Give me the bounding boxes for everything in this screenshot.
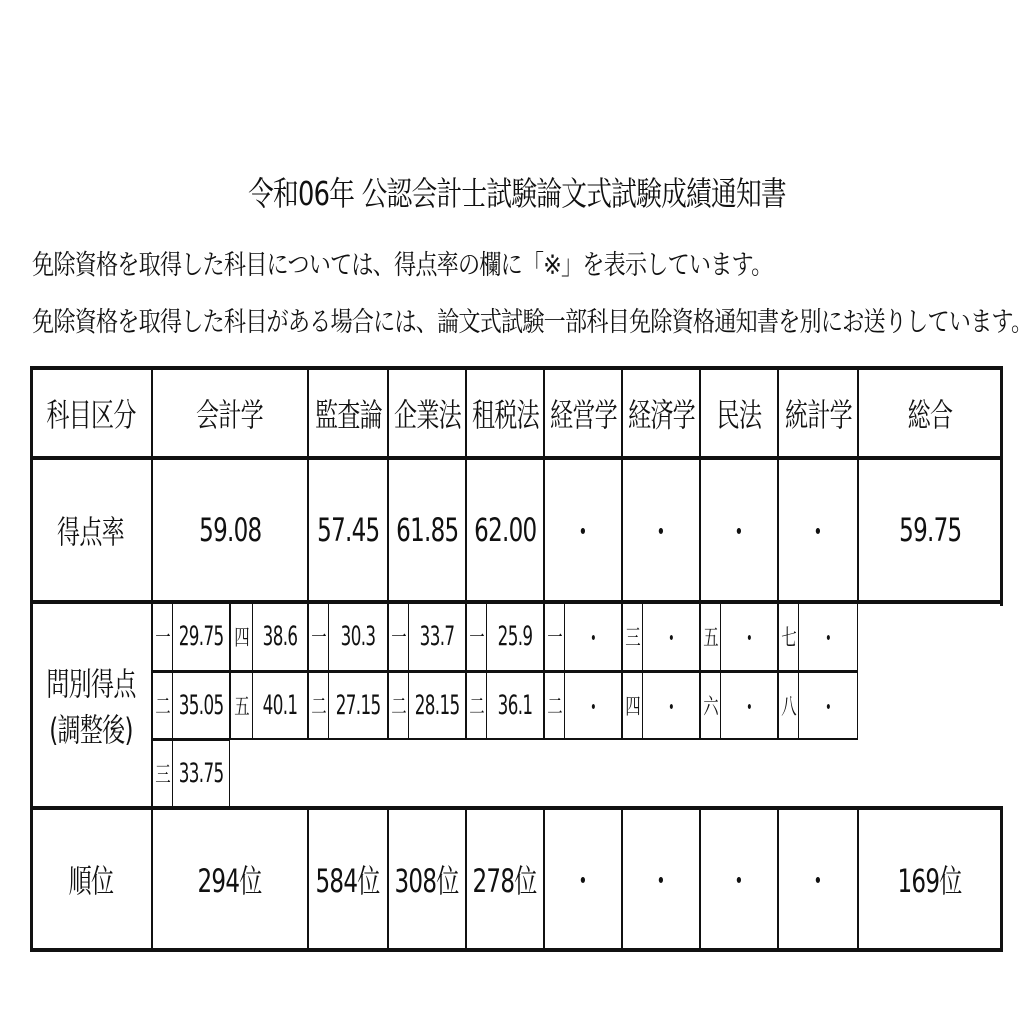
- subject-header-text: 統計学: [784, 396, 852, 434]
- question-score-text: 35.05: [178, 690, 224, 721]
- question-score: [408, 672, 466, 740]
- score-rate-text: 61.85: [395, 511, 459, 549]
- question-number: [466, 672, 486, 740]
- question-score: [798, 672, 858, 740]
- question-score-text: ・: [662, 693, 680, 724]
- row-header-rank: [30, 808, 152, 950]
- question-number-text: 二: [546, 695, 563, 720]
- question-number-text: 一: [310, 626, 327, 651]
- subject-header-text: 租税法: [471, 396, 539, 434]
- rank-value: [700, 808, 778, 950]
- table-right-rule-lower: [1000, 806, 1003, 952]
- subject-header: [152, 368, 308, 458]
- score-rate-text: 62.00: [473, 511, 537, 549]
- row-header-question-scores: [30, 602, 152, 808]
- rank-value: [466, 808, 544, 950]
- question-number-text: 二: [154, 695, 171, 720]
- rank-value-text: 169位: [897, 862, 963, 900]
- rank-value: [388, 808, 466, 950]
- question-score-text: ・: [819, 624, 837, 655]
- question-number-text: 五: [702, 626, 719, 651]
- question-number-text: 一: [154, 626, 171, 651]
- question-number: [230, 672, 252, 740]
- subject-header-text: 経営学: [549, 396, 617, 434]
- subject-header: [544, 368, 622, 458]
- question-number: [230, 602, 252, 672]
- subject-header-text: 経済学: [627, 396, 695, 434]
- rank-value: [544, 808, 622, 950]
- question-number-text: 四: [624, 695, 641, 720]
- question-score: [328, 672, 388, 740]
- question-number-text: 一: [468, 626, 485, 651]
- question-score-text: ・: [740, 624, 758, 655]
- question-score: [172, 672, 230, 740]
- question-score: [564, 602, 622, 672]
- question-score-text: ・: [584, 624, 602, 655]
- subject-header: [858, 368, 1002, 458]
- question-score: [252, 602, 308, 672]
- rank-value-text: ・: [806, 862, 830, 900]
- question-number: [388, 602, 408, 672]
- question-score: [172, 602, 230, 672]
- score-rate-text: ・: [806, 513, 830, 551]
- question-score-text: 33.75: [178, 758, 224, 789]
- question-score: [642, 602, 700, 672]
- question-number-text: 二: [310, 695, 327, 720]
- question-number-text: 一: [390, 626, 407, 651]
- subject-header-text: 民法: [716, 396, 762, 434]
- rank-value-text: ・: [571, 862, 595, 900]
- question-score: [564, 672, 622, 740]
- row-header-rate: [30, 458, 152, 602]
- question-score: [720, 602, 778, 672]
- question-score-text: 38.6: [262, 621, 298, 652]
- rank-value-text: 584位: [315, 862, 381, 900]
- rank-value-text: 294位: [197, 862, 263, 900]
- table-top-rule: [30, 366, 1002, 370]
- question-score-text: 33.7: [419, 621, 455, 652]
- note-exemption-notice: 免除資格を取得した科目がある場合には、論文式試験一部科目免除資格通知書を別にお送りしています。: [32, 307, 1033, 338]
- question-number-text: 二: [390, 695, 407, 720]
- question-number: [466, 602, 486, 672]
- question-number-text: 八: [780, 695, 797, 720]
- score-rate: [622, 458, 700, 602]
- subject-header: [778, 368, 858, 458]
- subject-header-text: 総合: [907, 396, 953, 434]
- score-rate: [778, 458, 858, 602]
- row-header-subject-text: 科目区分: [46, 396, 136, 434]
- question-number-text: 五: [233, 695, 250, 720]
- question-number: [622, 602, 642, 672]
- question-number: [308, 602, 328, 672]
- header-bottom-rule: [30, 456, 1002, 460]
- subject-header-text: 監査論: [314, 396, 382, 434]
- score-rate: [544, 458, 622, 602]
- table-left-rule: [30, 366, 33, 952]
- question-score-text: 25.9: [497, 621, 533, 652]
- question-number: [152, 602, 172, 672]
- question-number-text: 三: [154, 763, 171, 788]
- question-number-text: 一: [546, 626, 563, 651]
- document-title: 令和06年 公認会計士試験論文式試験成績通知書: [248, 174, 786, 213]
- question-score: [252, 672, 308, 740]
- question-score-text: 27.15: [335, 690, 381, 721]
- score-rate: [152, 458, 308, 602]
- question-number: [778, 672, 798, 740]
- rate-bottom-rule: [30, 600, 1002, 604]
- question-number-text: 二: [468, 695, 485, 720]
- question-score: [720, 672, 778, 740]
- question-score: [798, 602, 858, 672]
- question-number: [152, 672, 172, 740]
- question-number: [152, 740, 172, 808]
- row-header-scores_l2: (調整後): [49, 711, 133, 749]
- question-number: [544, 672, 564, 740]
- score-rate-text: 59.75: [898, 511, 962, 549]
- score-rate: [308, 458, 388, 602]
- question-score: [328, 602, 388, 672]
- note-exemption-mark: 免除資格を取得した科目については、得点率の欄に「※」を表示しています。: [32, 250, 773, 281]
- question-number-text: 四: [233, 626, 250, 651]
- question-score: [172, 740, 230, 808]
- score-rate: [858, 458, 1002, 602]
- subject-header: [466, 368, 544, 458]
- question-number: [388, 672, 408, 740]
- subject-header-text: 企業法: [393, 396, 461, 434]
- question-score: [642, 672, 700, 740]
- rank-value-text: 308位: [394, 862, 460, 900]
- question-number: [778, 602, 798, 672]
- rank-value-text: ・: [727, 862, 751, 900]
- subject-header-text: 会計学: [196, 396, 264, 434]
- score-rate-text: 59.08: [198, 511, 262, 549]
- question-score-text: 40.1: [262, 690, 298, 721]
- question-score: [486, 602, 544, 672]
- question-score-text: 29.75: [178, 621, 224, 652]
- row-header-subject: [30, 368, 152, 458]
- rank-value: [778, 808, 858, 950]
- question-number-text: 七: [780, 626, 797, 651]
- subject-header: [622, 368, 700, 458]
- rank-value: [308, 808, 388, 950]
- score-rate-text: ・: [571, 513, 595, 551]
- score-rate: [466, 458, 544, 602]
- rank-value-text: 278位: [472, 862, 538, 900]
- row-header-rank-text: 順位: [68, 862, 114, 900]
- question-score-text: 28.15: [414, 690, 460, 721]
- score-rate-text: 57.45: [316, 511, 380, 549]
- row-header-scores_l1: 問別得点: [46, 665, 136, 703]
- question-number-text: 六: [702, 695, 719, 720]
- question-number-text: 三: [624, 626, 641, 651]
- question-score-text: ・: [819, 693, 837, 724]
- rank-value-text: ・: [649, 862, 673, 900]
- subject-header: [308, 368, 388, 458]
- row-header-rate-text: 得点率: [57, 513, 125, 551]
- scores-bottom-rule: [30, 806, 1002, 810]
- question-score-text: ・: [584, 693, 602, 724]
- subject-header: [388, 368, 466, 458]
- score-rate: [388, 458, 466, 602]
- question-number: [622, 672, 642, 740]
- table-right-rule-upper: [1000, 366, 1003, 606]
- rank-value: [858, 808, 1002, 950]
- rank-value: [622, 808, 700, 950]
- question-score: [486, 672, 544, 740]
- question-score-text: ・: [662, 624, 680, 655]
- question-score: [408, 602, 466, 672]
- question-score-text: ・: [740, 693, 758, 724]
- score-rate: [700, 458, 778, 602]
- question-score-text: 36.1: [497, 690, 533, 721]
- rank-value: [152, 808, 308, 950]
- table-bottom-rule: [30, 948, 1002, 952]
- score-rate-text: ・: [649, 513, 673, 551]
- subject-header: [700, 368, 778, 458]
- question-number: [544, 602, 564, 672]
- score-rate-text: ・: [727, 513, 751, 551]
- question-score-text: 30.3: [340, 621, 376, 652]
- question-number: [308, 672, 328, 740]
- question-number: [700, 602, 720, 672]
- question-number: [700, 672, 720, 740]
